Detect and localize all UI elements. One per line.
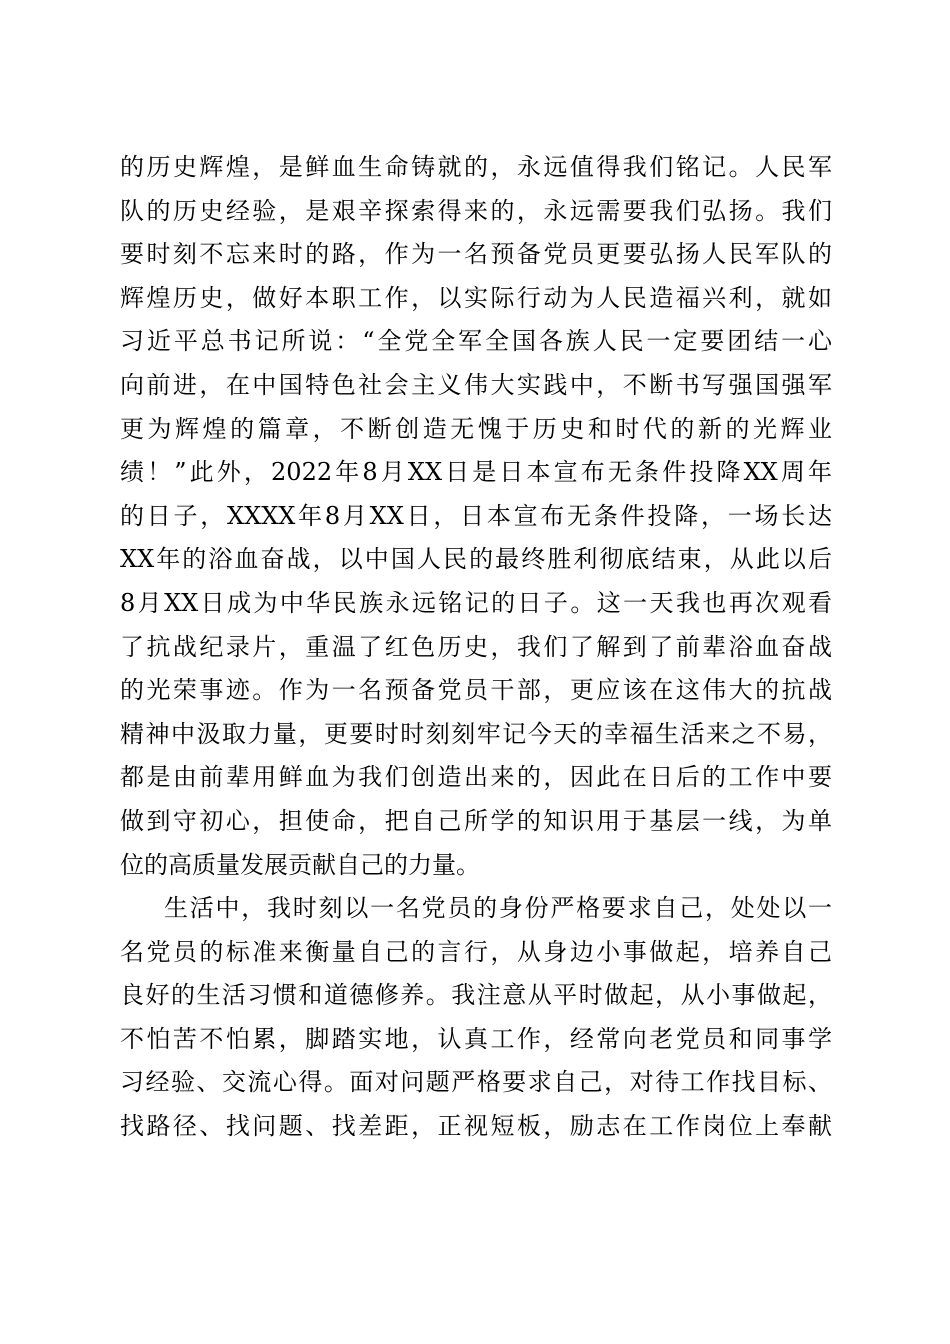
document-body [120, 146, 832, 1149]
text-line: 精神中汲取力量，更要时时刻刻牢记今天的幸福生活来之不易， [120, 719, 832, 748]
text-line: 做到守初心，担使命，把自己所学的知识用于基层一线，为单 [120, 806, 832, 835]
text-line: 都是由前辈用鲜血为我们创造出来的，因此在日后的工作中要 [120, 763, 832, 792]
paragraph-first-line: 生活中，我时刻以一名党员的身份严格要求自己，处处以一 [164, 894, 832, 923]
text-line: 位的高质量发展贡献自己的力量。 [120, 850, 480, 879]
text-line: 向前进，在中国特色社会主义伟大实践中，不断书写强国强军 [120, 370, 832, 399]
text-line: 习经验、交流心得。面对问题严格要求自己，对待工作找目标、 [120, 1068, 832, 1097]
text-line: 更为辉煌的篇章，不断创造无愧于历史和时代的新的光辉业 [120, 414, 832, 443]
text-line: 名党员的标准来衡量自己的言行，从身边小事做起，培养自己 [120, 937, 832, 966]
text-line: 的日子，XXXX年8月XX日，日本宣布无条件投降，一场长达 [120, 501, 832, 530]
text-line: 要时刻不忘来时的路，作为一名预备党员更要弘扬人民军队的 [120, 240, 832, 269]
text-line: 了抗战纪录片，重温了红色历史，我们了解到了前辈浴血奋战 [120, 632, 832, 661]
text-line: 良好的生活习惯和道德修养。我注意从平时做起，从小事做起， [120, 981, 832, 1010]
text-line: 辉煌历史，做好本职工作，以实际行动为人民造福兴利，就如 [120, 283, 832, 312]
text-line: XX年的浴血奋战，以中国人民的最终胜利彻底结束，从此以后 [120, 545, 832, 574]
text-line: 队的历史经验，是艰辛探索得来的，永远需要我们弘扬。我们 [120, 196, 832, 225]
text-line: 绩！”此外，2022年8月XX日是日本宣布无条件投降XX周年 [120, 458, 832, 487]
text-line: 的历史辉煌，是鲜血生命铸就的，永远值得我们铭记。人民军 [120, 153, 832, 181]
text-line: 的光荣事迹。作为一名预备党员干部，更应该在这伟大的抗战 [120, 676, 832, 705]
text-line: 8月XX日成为中华民族永远铭记的日子。这一天我也再次观看 [120, 588, 832, 617]
text-line: 找路径、找问题、找差距，正视短板，励志在工作岗位上奉献 [120, 1112, 832, 1141]
text-line: 不怕苦不怕累，脚踏实地，认真工作，经常向老党员和同事学 [120, 1024, 832, 1053]
text-line: 习近平总书记所说：“全党全军全国各族人民一定要团结一心 [120, 327, 832, 356]
